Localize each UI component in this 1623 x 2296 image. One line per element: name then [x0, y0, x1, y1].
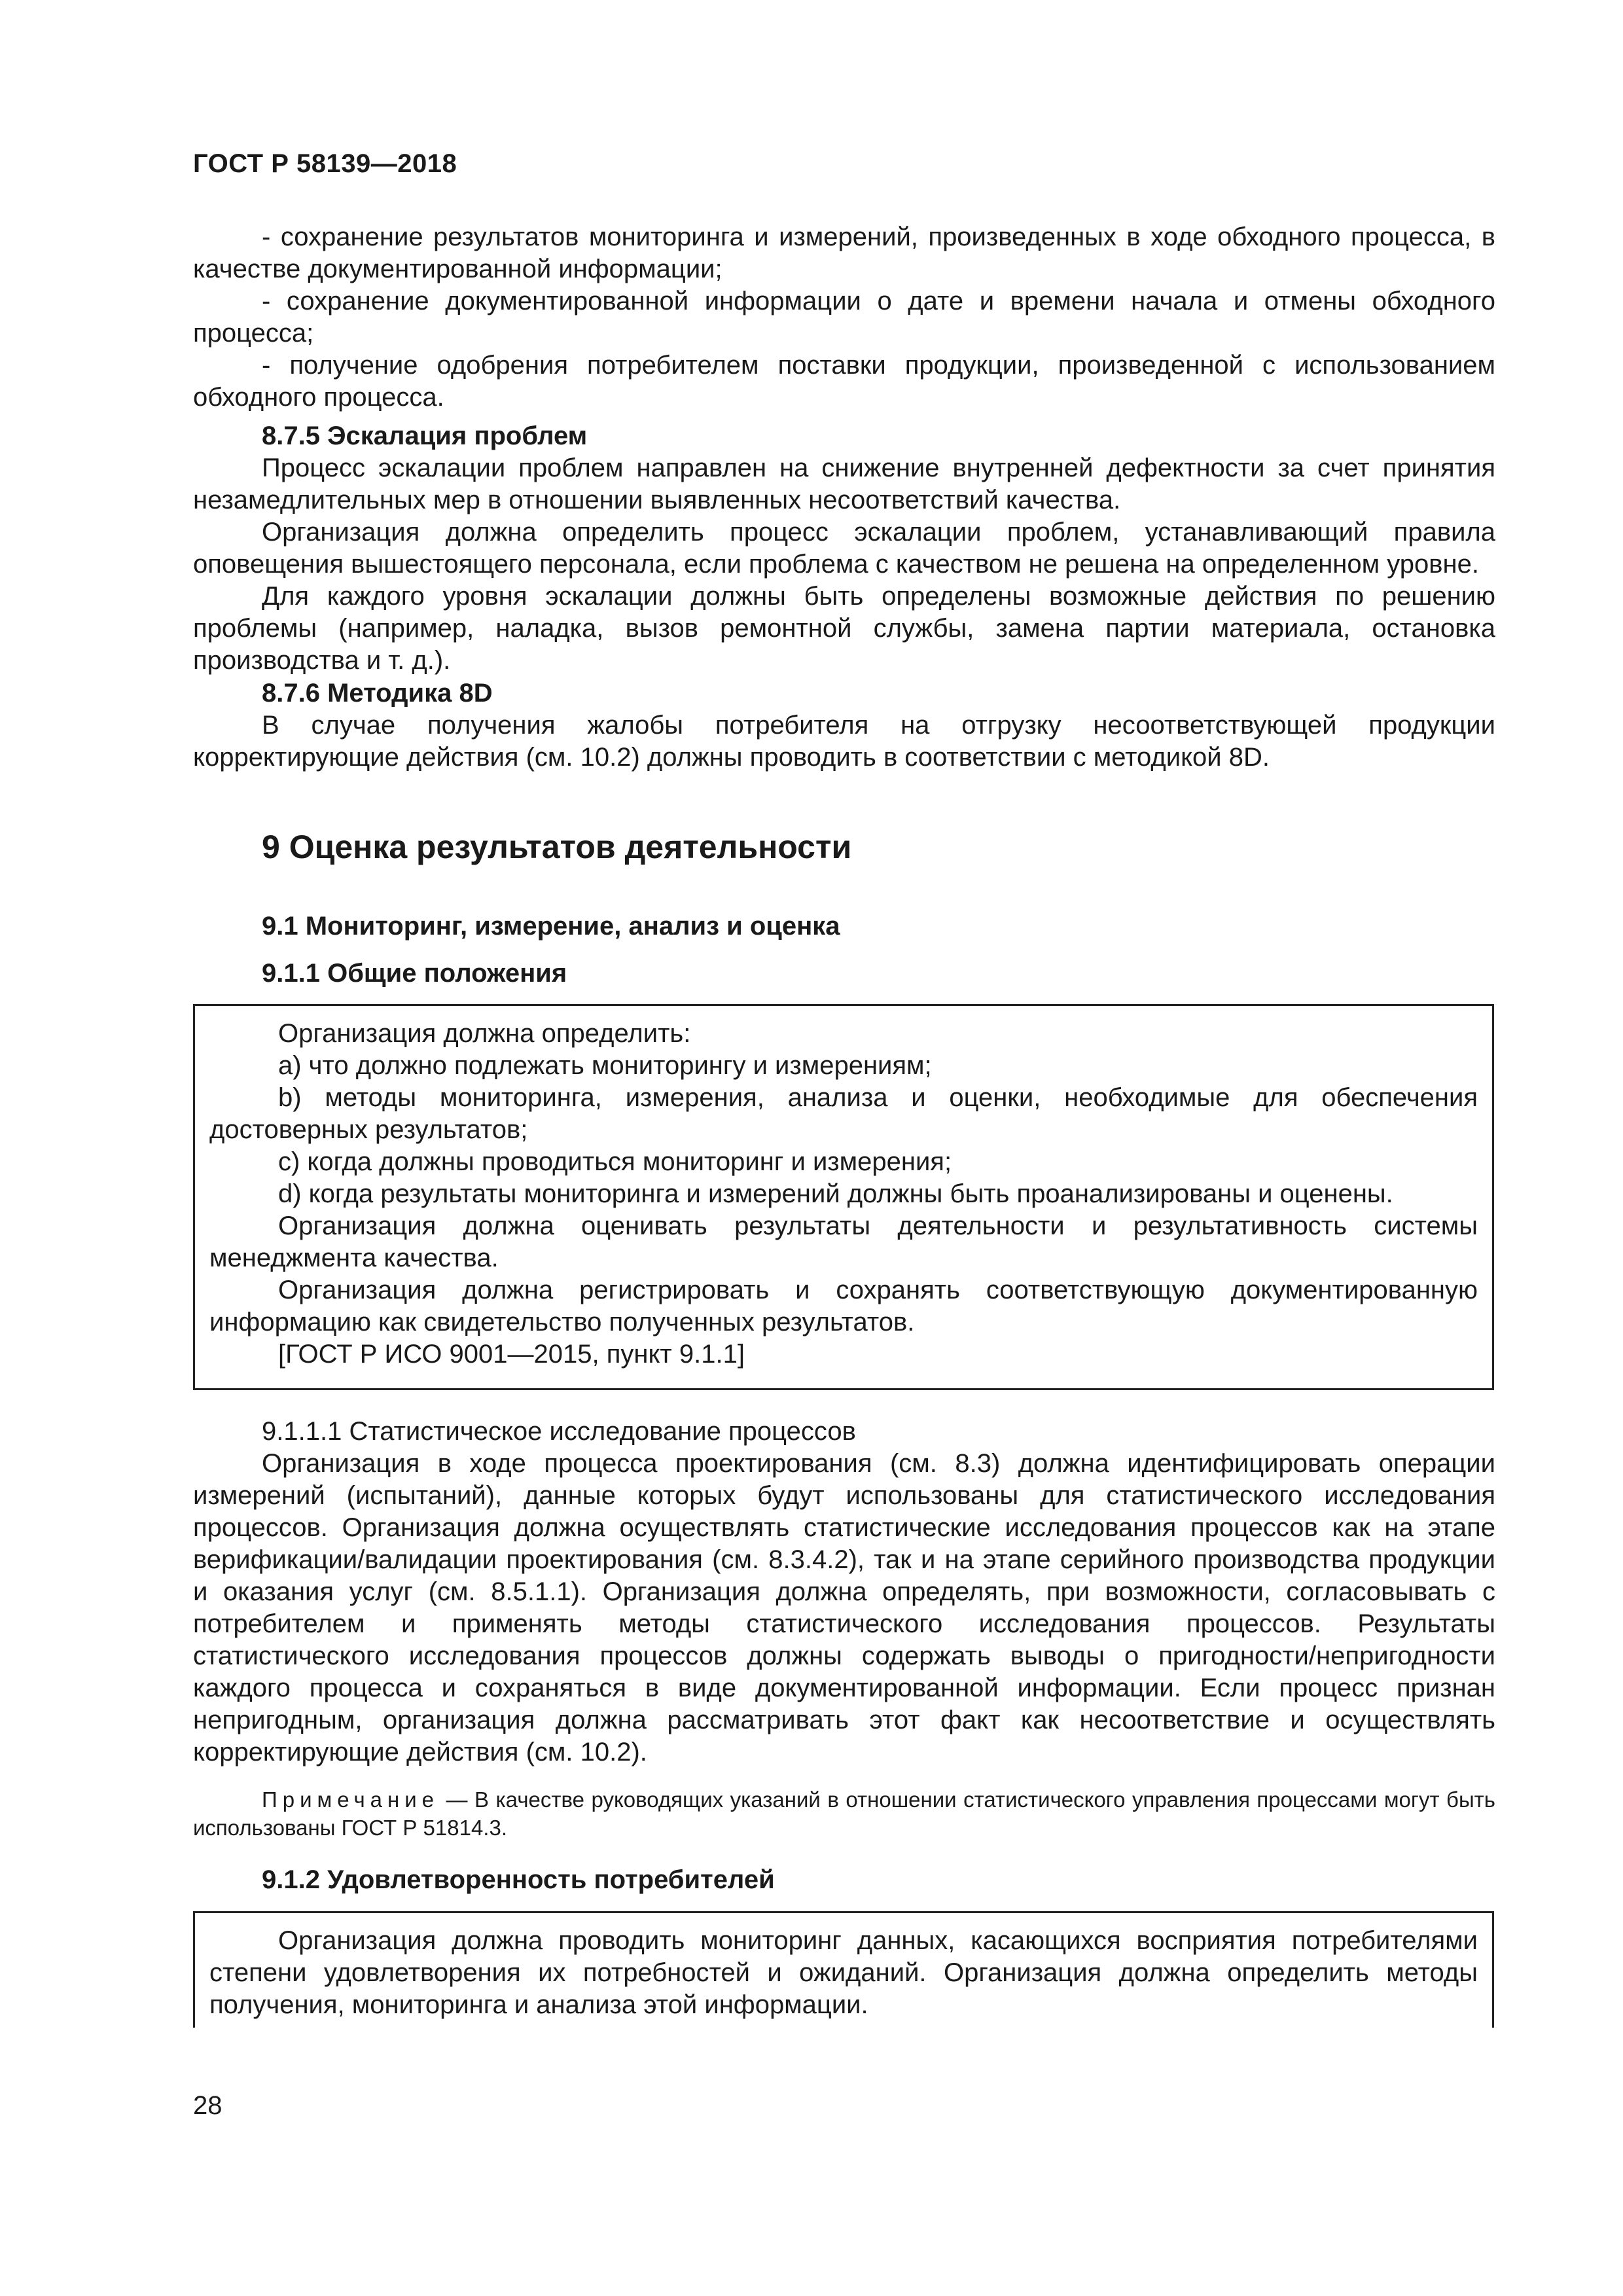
box-line: c) когда должны проводиться мониторинг и измерения; [278, 1147, 952, 1176]
paragraph: Организация должна определить процесс эскалации проблем, устанавливающий правила оповещения вышестоящего персонала, если проблема с качеством не решена на определенном уровне. [193, 518, 1495, 579]
section-heading: 9.1.2 Удовлетворенность потребителей [262, 1865, 775, 1894]
section-heading: 9.1 Мониторинг, измерение, анализ и оценка [262, 912, 840, 941]
quote-box [193, 1911, 1494, 2028]
box-line: b) методы мониторинга, измерения, анализа и оценки, необходимые для обеспечения достоверных результатов; [209, 1083, 1478, 1144]
page-number: 28 [193, 2091, 223, 2120]
box-line: Организация должна регистрировать и сохранять соответствующую документированную информацию как свидетельство полученных результатов. [209, 1276, 1478, 1336]
section-8-7-5 [193, 420, 1495, 677]
box-line: a) что должно подлежать мониторингу и измерениям; [278, 1051, 932, 1080]
section-9-1-1-1 [193, 1416, 1495, 1842]
note [193, 1785, 1495, 1842]
note-text: — В качестве руководящих указаний в отношении статистического управления процессами могут быть использованы ГОСТ Р 51814.3. [193, 1787, 1495, 1840]
list-item: - сохранение результатов мониторинга и измерений, произведенных в ходе обходного процесса, в качестве документированной информации; [193, 223, 1495, 283]
box-line: Организация должна оценивать результаты деятельности и результативность системы менеджмента качества. [209, 1211, 1478, 1272]
list-item: - получение одобрения потребителем поставки продукции, произведенной с использованием обходного процесса. [193, 351, 1495, 412]
box-line: Организация должна определить: [278, 1019, 691, 1048]
source-reference: [ГОСТ Р ИСО 9001—2015, пункт 9.1.1] [278, 1340, 745, 1369]
paragraph: Процесс эскалации проблем направлен на снижение внутренней дефектности за счет принятия незамедлительных мер в отношении выявленных несоответствий качества. [193, 454, 1495, 514]
list-item: - сохранение документированной информации о дате и времени начала и отмены обходного процесса; [193, 287, 1495, 348]
chapter-title: 9 Оценка результатов деятельности [262, 829, 852, 865]
intro-list [193, 221, 1495, 414]
paragraph: Для каждого уровня эскалации должны быть определены возможные действия по решению проблемы (например, наладка, вызов ремонтной службы, замена партии материала, остановка производства и т. д.). [193, 582, 1495, 675]
note-label: Примечание [262, 1787, 440, 1812]
section-heading: 9.1.1 Общие положения [262, 959, 567, 988]
box-line: d) когда результаты мониторинга и измерений должны быть проанализированы и оценены. [278, 1179, 1393, 1208]
section-8-7-6 [193, 677, 1495, 774]
box-line: Организация должна проводить мониторинг данных, касающихся восприятия потребителями степени удовлетворения их потребностей и ожиданий. Организация должна определить методы получения, мониторинга и анализа этой информации. [209, 1926, 1478, 2019]
paragraph: Организация в ходе процесса проектирования (см. 8.3) должна идентифицировать операции измерений (испытаний), данные которых будут использованы для статистического исследования процессов. Организация должна осуществлять статистические исследования процессов как на этапе верификации/валидации проектирования (см. 8.3.4.2), так и на этапе серийного производства продукции и оказания услуг (см. 8.5.1.1). Организация должна определять, при возможности, согласовывать с потребителем и применять методы статистического исследования процессов. Результаты статистического исследования процессов должны содержать выводы о пригодности/непригодности каждого процесса и сохраняться в виде документированной информации. Если процесс признан непригодным, организация должна рассматривать этот факт как несоответствие и осуществлять корректирующие действия (см. 10.2). [193, 1449, 1495, 1767]
document-header: ГОСТ Р 58139—2018 [193, 149, 457, 178]
section-heading: 8.7.6 Методика 8D [262, 679, 493, 708]
section-heading: 8.7.5 Эскалация проблем [262, 422, 588, 450]
quote-box [193, 1004, 1494, 1390]
subsection-heading: 9.1.1.1 Статистическое исследование процессов [262, 1417, 856, 1446]
paragraph: В случае получения жалобы потребителя на отгрузку несоответствующей продукции корректирующие действия (см. 10.2) должны проводить в соответствии с методикой 8D. [193, 711, 1495, 772]
